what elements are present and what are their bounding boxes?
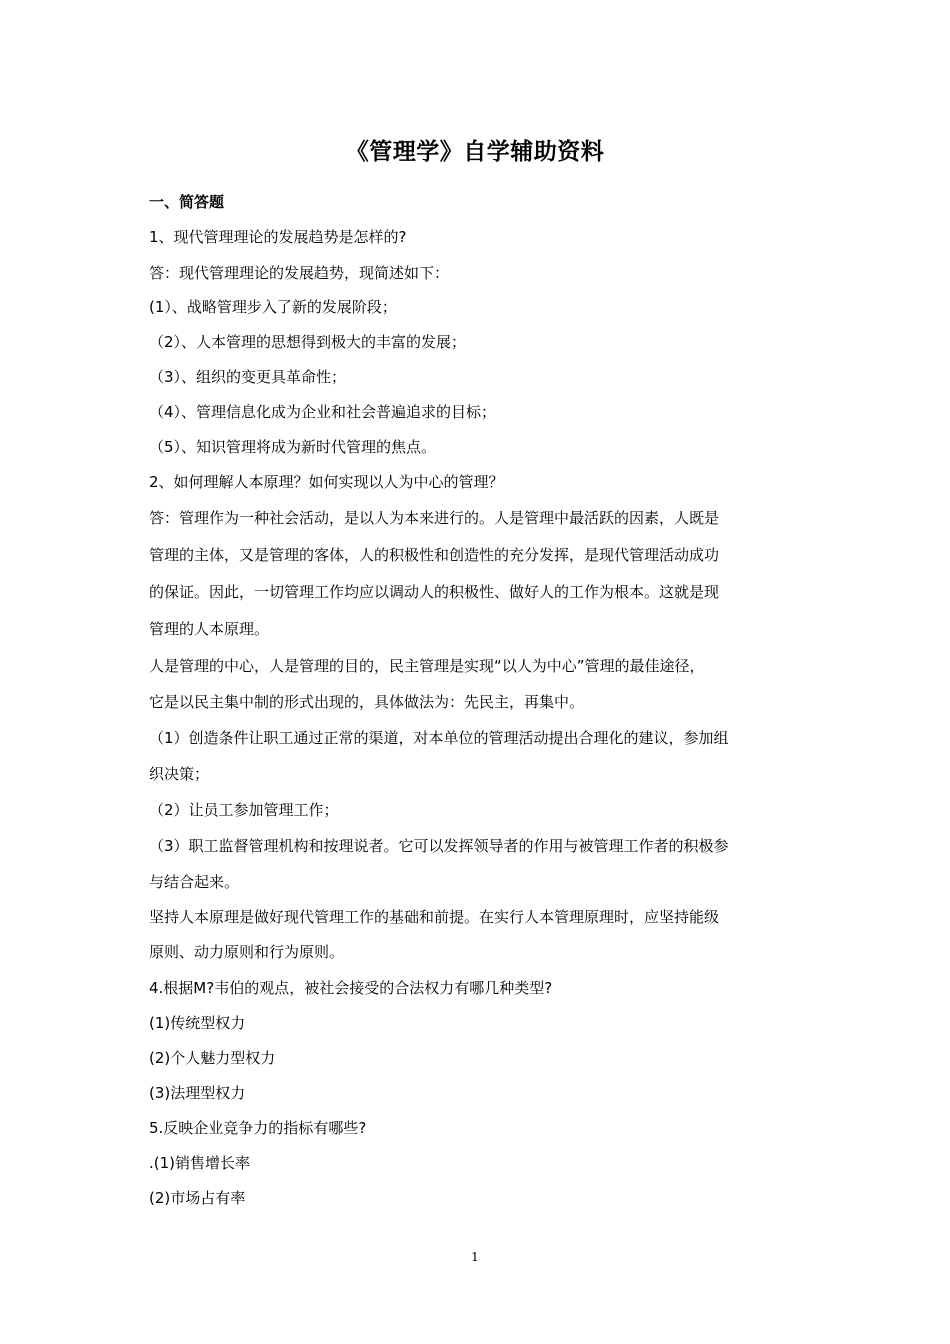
answer-2-line: 坚持人本原理是做好现代管理工作的基础和前提。在实行人本管理原理时，应坚持能级 xyxy=(149,908,720,926)
question-1: 1、现代管理理论的发展趋势是怎样的? xyxy=(149,228,407,246)
answer-2-line: （3）职工监督管理机构和按理说者。它可以发挥领导者的作用与被管理工作者的积极参 xyxy=(149,837,729,855)
answer-2-line: 的保证。因此，一切管理工作均应以调动人的积极性、做好人的工作为根本。这就是现 xyxy=(149,583,720,601)
answer-4-point: (1)传统型权力 xyxy=(149,1014,246,1032)
answer-2-line: 管理的主体，又是管理的客体，人的积极性和创造性的充分发挥，是现代管理活动成功 xyxy=(149,546,720,564)
answer-1-point: (1）、战略管理步入了新的发展阶段； xyxy=(149,298,397,316)
answer-2-line: 人是管理的中心，人是管理的目的，民主管理是实现“以人为中心”管理的最佳途径， xyxy=(149,657,705,675)
answer-2-line: 答：管理作为一种社会活动，是以人为本来进行的。人是管理中最活跃的因素，人既是 xyxy=(149,509,720,527)
question-4: 4.根据M?韦伯的观点，被社会接受的合法权力有哪几种类型? xyxy=(149,979,553,997)
answer-2-line: 管理的人本原理。 xyxy=(149,620,270,638)
answer-5-point: .(1)销售增长率 xyxy=(149,1154,251,1172)
answer-1-intro: 答：现代管理理论的发展趋势，现简述如下： xyxy=(149,264,450,282)
page-title: 《管理学》自学辅助资料 xyxy=(345,139,605,165)
answer-2-line: 织决策； xyxy=(149,765,210,783)
answer-5-point: (2)市场占有率 xyxy=(149,1189,246,1207)
answer-2-line: （1）创造条件让职工通过正常的渠道，对本单位的管理活动提出合理化的建议，参加组 xyxy=(149,729,729,747)
question-5: 5.反映企业竞争力的指标有哪些? xyxy=(149,1119,367,1137)
answer-2-line: 与结合起来。 xyxy=(149,873,240,891)
section-heading: 一、简答题 xyxy=(149,193,225,211)
answer-1-point: （5）、知识管理将成为新时代管理的焦点。 xyxy=(149,438,437,456)
answer-2-line: （2）让员工参加管理工作； xyxy=(149,801,339,819)
answer-2-line: 它是以民主集中制的形式出现的，具体做法为：先民主，再集中。 xyxy=(149,693,585,711)
answer-1-point: （3）、组织的变更具革命性； xyxy=(149,368,347,386)
answer-1-point: （2）、人本管理的思想得到极大的丰富的发展； xyxy=(149,333,467,351)
answer-2-line: 原则、动力原则和行为原则。 xyxy=(149,943,345,961)
answer-4-point: (3)法理型权力 xyxy=(149,1084,246,1102)
answer-1-point: （4）、管理信息化成为企业和社会普遍追求的目标； xyxy=(149,403,497,421)
answer-4-point: (2)个人魅力型权力 xyxy=(149,1049,276,1067)
page-number: 1 xyxy=(471,1250,479,1264)
question-2: 2、如何理解人本原理？如何实现以人为中心的管理？ xyxy=(149,473,504,491)
